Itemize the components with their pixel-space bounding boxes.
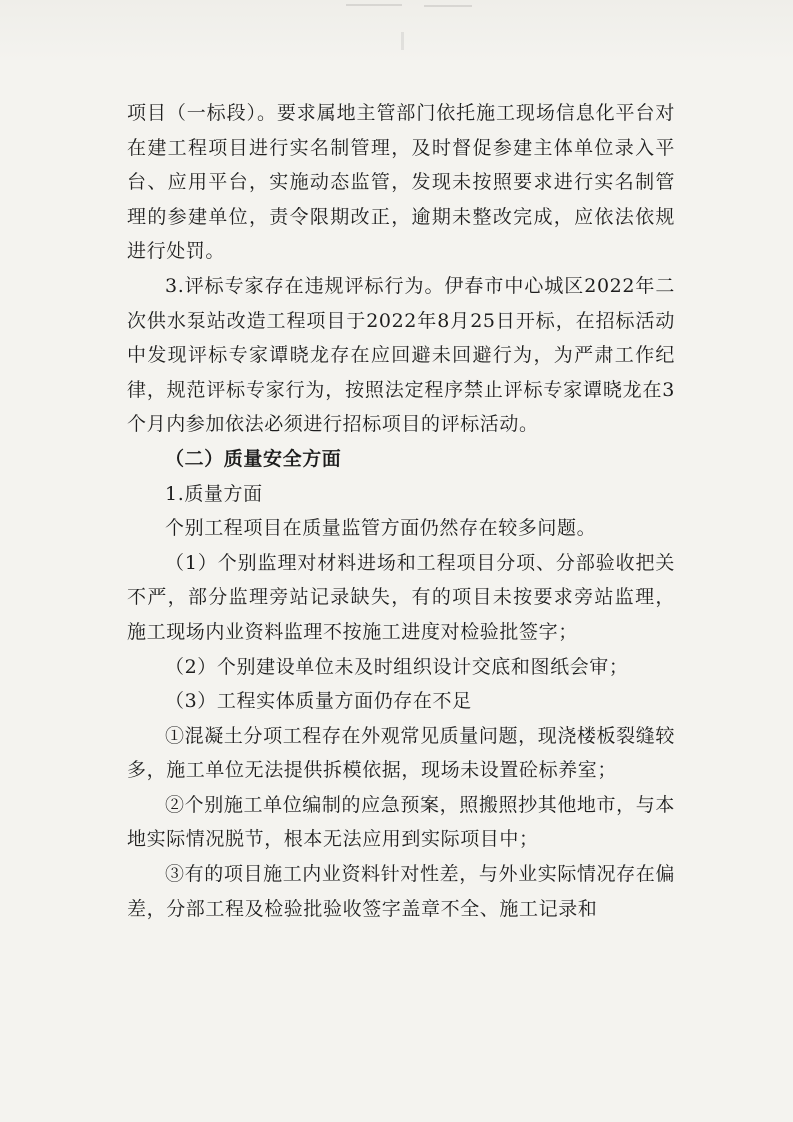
paragraph-item-3: 3.评标专家存在违规评标行为。伊春市中心城区2022年二次供水泵站改造工程项目于2022年8月25日开标，在招标活动中发现评标专家谭晓龙存在应回避未回避行为，为严肃工作纪律，规范评标专家行为，按照法定程序禁止评标专家谭晓龙在3个月内参加依法必须进行招标项目的评标活动。 [127, 274, 675, 436]
bleed-through-mark [401, 32, 404, 50]
paragraph-subpoint-1: ①混凝土分项工程存在外观常见质量问题，现浇楼板裂缝较多，施工单位无法提供拆模依据，现场未设置砼标养室； [127, 724, 675, 782]
paragraph-point-2: （2）个别建设单位未及时组织设计交底和图纸会审； [165, 655, 629, 678]
paragraph-subpoint-3: ③有的项目施工内业资料针对性差，与外业实际情况存在偏差，分部工程及检验批验收签字盖章不全、施工记录和 [127, 863, 675, 920]
paragraph-point-1: （1）个别监理对材料进场和工程项目分项、分部验收把关不严，部分监理旁站记录缺失，有的项目未按要求旁站监理，施工现场内业资料监理不按施工进度对检验批签字； [127, 551, 675, 643]
document-body [127, 96, 675, 926]
subsection-heading-quality: 1.质量方面 [165, 482, 263, 505]
paragraph-point-3: （3）工程实体质量方面仍存在不足 [165, 690, 472, 713]
scan-top-shadow [0, 0, 793, 60]
paragraph-subpoint-2: ②个别施工单位编制的应急预案，照搬照抄其他地市，与本地实际情况脱节，根本无法应用到实际项目中； [127, 793, 675, 851]
bleed-through-mark [424, 5, 472, 7]
section-heading-quality-safety: （二）质量安全方面 [165, 447, 342, 470]
bleed-through-mark [346, 4, 402, 6]
paragraph-continuation: 项目（一标段）。要求属地主管部门依托施工现场信息化平台对在建工程项目进行实名制管理，及时督促参建主体单位录入平台、应用平台，实施动态监管，发现未按照要求进行实名制管理的参建单位，责令限期改正，逾期未整改完成，应依法依规进行处罚。 [127, 102, 675, 263]
paragraph-quality-intro: 个别工程项目在质量监管方面仍然存在较多问题。 [165, 517, 597, 540]
